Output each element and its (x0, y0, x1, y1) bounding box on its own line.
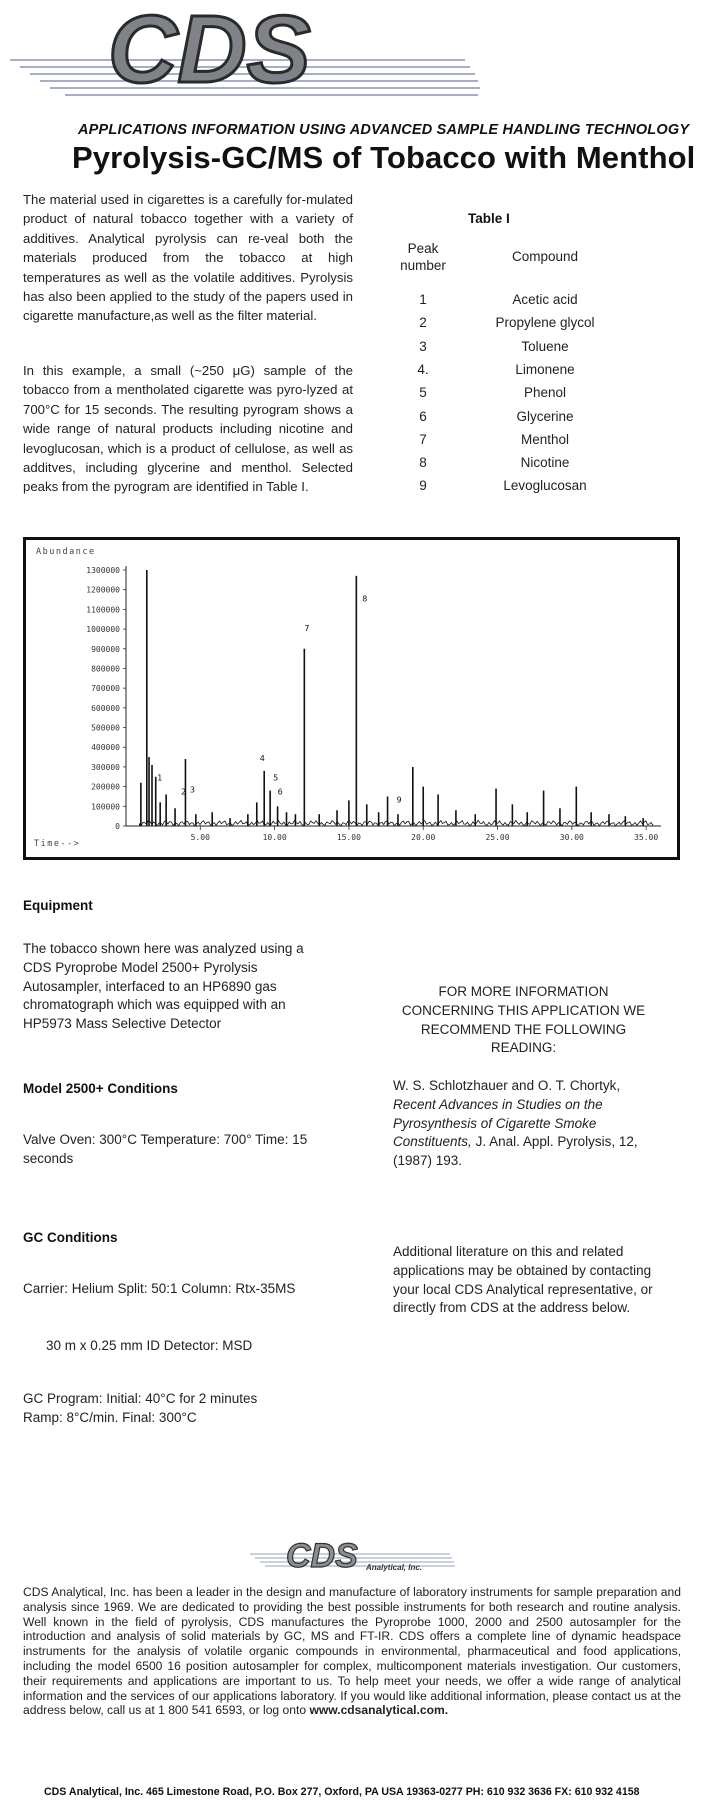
peak-number: 2 (419, 315, 427, 331)
reference-authors: W. S. Schlotzhauer and O. T. Chortyk, (393, 1078, 621, 1093)
peak-number: 8 (419, 455, 427, 471)
x-axis-label: Time--> (34, 839, 81, 849)
peak-label: 6 (277, 787, 283, 797)
x-tick-label: 35.00 (634, 833, 659, 842)
compound-name: Acetic acid (512, 292, 578, 307)
intro-paragraph-1: The material used in cigarettes is a carefully for-mulated product of natural tobacco together with a variety of additives. Analytical pyrolysis can re-veal both the materials produced from the tobacco at high temperatures as well as the volatile additives. Pyrolysis has also been applied to the study of the papers used in cigarette manufacture,as well as the filter material. (23, 192, 353, 324)
more-info-heading: FOR MORE INFORMATION CONCERNING THIS APPLICATION WE RECOMMEND THE FOLLOWING READING: (401, 984, 646, 1056)
peak-label: 3 (189, 785, 195, 795)
footer-company-paragraph (23, 1585, 681, 1718)
table-row (390, 432, 670, 454)
table-row (390, 455, 670, 477)
y-axis-label: Abundance (36, 547, 96, 557)
peak-label: 5 (273, 773, 279, 783)
website-link[interactable]: www.cdsanalytical.com. (309, 1703, 449, 1718)
intro-paragraph-2: In this example, a small (~250 μG) sample of the tobacco from a mentholated cigarette was pyro-lyzed at 700°C for 15 seconds. The resulting pyrogram shows a wide range of natural products including nicotine and levoglucosan, which is a product of cellulose, as well as additves, including glycerine and menthol. Selected peaks from the pyrogram are identified in Table I. (23, 363, 353, 495)
compound-name: Phenol (523, 385, 567, 401)
peak-number: 6 (419, 408, 427, 424)
y-tick-label: 300000 (91, 762, 120, 772)
peak-label: 8 (362, 594, 368, 604)
y-tick-label: 1300000 (86, 566, 120, 575)
table-header-compound: Compound (511, 249, 579, 264)
peak-label: 2 (180, 787, 187, 797)
peak-number: 3 (419, 338, 427, 354)
y-tick-label: 500000 (91, 723, 120, 733)
peak-label: 9 (396, 795, 402, 805)
compound-name: Toluene (521, 338, 569, 354)
y-tick-label: 600000 (91, 703, 120, 713)
y-tick-label: 1100000 (86, 605, 120, 615)
equipment-text: The tobacco shown here was analyzed using a CDS Pyroprobe Model 2500+ Pyrolysis Autosampler, interfaced to an HP6890 gas chromatograph which was equipped with an HP5973 Mass Selective Detector (23, 941, 304, 1032)
x-tick-label: 30.00 (559, 833, 584, 842)
compound-name: Propylene glycol (495, 315, 595, 331)
footer-logo-subtext: Analytical, Inc. (366, 1563, 423, 1572)
subtitle: APPLICATIONS INFORMATION USING ADVANCED SAMPLE HANDLING TECHNOLOGY (78, 122, 690, 138)
x-tick-label: 20.00 (411, 833, 436, 842)
peak-label: 4 (259, 754, 265, 764)
table-row (390, 362, 670, 384)
peak-number: 7 (419, 431, 427, 447)
x-tick-label: 25.00 (485, 833, 510, 842)
x-tick-label: 15.00 (336, 833, 361, 842)
y-tick-label: 800000 (91, 664, 120, 674)
model-conditions-heading: Model 2500+ Conditions (23, 1081, 178, 1096)
table-row (390, 292, 670, 314)
footer-address: CDS Analytical, Inc. 465 Limestone Road, P.O. Box 277, Oxford, PA USA 19363-0277 PH: 610 932 3636 FX: 610 932 4158 (44, 1786, 640, 1798)
page-title: Pyrolysis-GC/MS of Tobacco with Menthol (72, 140, 696, 175)
x-tick-label: 5.00 (190, 833, 210, 842)
logo-text: CDS (108, 0, 311, 103)
y-tick-label: 1200000 (86, 585, 120, 595)
table-row (390, 315, 670, 337)
peak-label: 1 (157, 773, 163, 783)
compound-name: Limonene (515, 361, 575, 377)
equipment-heading: Equipment (23, 898, 93, 913)
compound-name: Glycerine (516, 408, 574, 424)
peak-number: 9 (419, 478, 427, 494)
footer-logo-text: CDS (286, 1537, 358, 1574)
compound-name: Nicotine (520, 455, 570, 471)
additional-literature-text: Additional literature on this and related applications may be obtained by contacting your local CDS Analytical representative, or directly from CDS at the address below. (393, 1244, 653, 1316)
peak-number: 5 (419, 385, 427, 401)
compound-name: Menthol (520, 431, 570, 447)
model-conditions-text: Valve Oven: 300°C Temperature: 700° Time: 15 seconds (23, 1132, 308, 1166)
cds-logo (10, 0, 480, 112)
peak-number: 1 (419, 292, 427, 307)
peak-number: 4. (417, 361, 429, 377)
reference-title: Recent Advances in Studies on the Pyrosynthesis of Cigarette Smoke Constituents, (393, 1096, 603, 1150)
peak-label: 7 (304, 624, 310, 634)
table-row (390, 339, 670, 361)
y-tick-label: 700000 (91, 684, 120, 694)
x-tick-label: 10.00 (262, 833, 287, 842)
gc-conditions-heading: GC Conditions (23, 1230, 118, 1245)
y-tick-label: 100000 (91, 802, 120, 812)
gc-column-text: 30 m x 0.25 mm ID Detector: MSD (46, 1338, 253, 1353)
table-row (390, 385, 670, 407)
reference-citation (393, 1077, 663, 1171)
reference-journal: J. Anal. Appl. Pyrolysis, 12, (1987) 193. (393, 1134, 638, 1169)
table-row (390, 478, 670, 500)
y-tick-label: 200000 (91, 782, 120, 792)
y-tick-label: 0 (115, 822, 120, 831)
footer-paragraph-text: CDS Analytical, Inc. has been a leader in the design and manufacture of laboratory instruments for sample preparation and analysis since 1969. We are dedicated to providing the best possible instruments for both research and routine analysis. Well known in the field of pyrolysis, CDS manufactures the Pyroprobe 1000, 2000 and 2500 autosampler for the introduction and analysis of solid materials by GC, MS and FT-IR. CDS offers a complete line of dynamic headspace instruments for the analysis of volatile organic compounds in environmental, pharmaceutical and food applications, including the model 6500 16 position autosampler for complex, multicomponent materials investigation. Our customers, their requirements and applications are important to us. To help meet your needs, we offer a wide range of analytical information and the services of our applications laboratory. If you would like additional information, please contact us at the address below, call us at 1 800 541 6593, or log onto (23, 1585, 681, 1718)
chromatogram-chart (23, 537, 680, 860)
table-header-peak-number: Peak number (400, 241, 446, 273)
y-tick-label: 400000 (91, 743, 120, 753)
y-tick-label: 900000 (91, 644, 120, 654)
gc-program-text: GC Program: Initial: 40°C for 2 minutes Ramp: 8°C/min. Final: 300°C (23, 1391, 258, 1425)
gc-carrier-text: Carrier: Helium Split: 50:1 Column: Rtx-35MS (23, 1281, 296, 1296)
table-row (390, 409, 670, 431)
footer-cds-logo (250, 1536, 455, 1574)
y-tick-label: 1000000 (86, 625, 120, 635)
table-title: Table I (468, 211, 510, 226)
compound-name: Levoglucosan (503, 478, 587, 494)
